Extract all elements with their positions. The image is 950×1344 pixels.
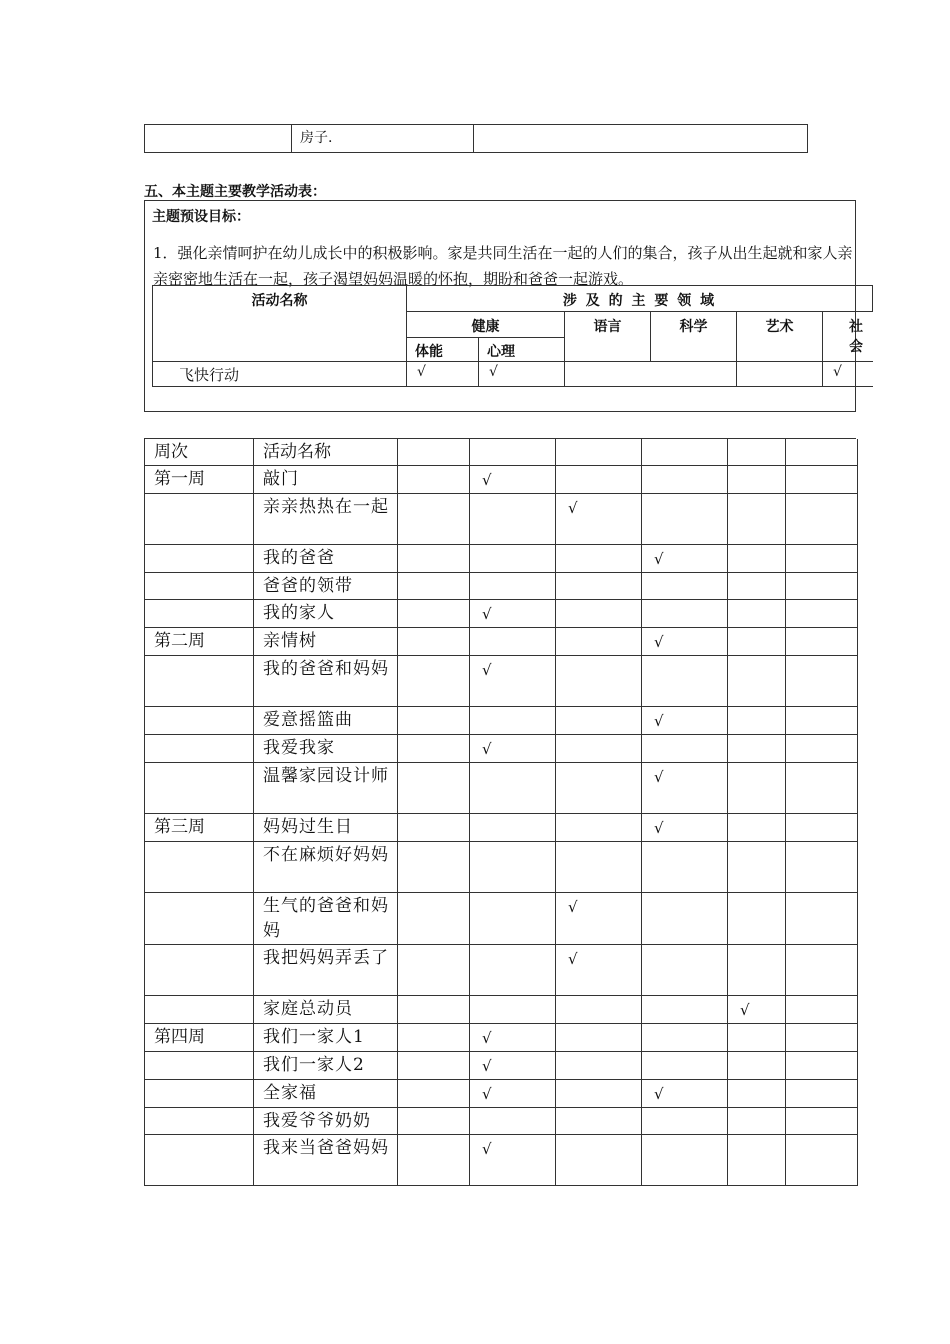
table-cell (556, 1135, 642, 1186)
table-cell (786, 763, 858, 814)
table-row (145, 628, 858, 656)
table-cell (470, 763, 556, 814)
check-mark: √ (470, 656, 556, 707)
week-label: 第二周 (145, 628, 254, 656)
table-cell (474, 125, 808, 153)
table-cell (398, 735, 470, 763)
table-cell (556, 1052, 642, 1080)
week-label (145, 893, 254, 945)
table-cell (556, 628, 642, 656)
table-cell (642, 1024, 728, 1052)
check-mark: √ (407, 362, 479, 387)
science-header: 科学 (651, 312, 737, 362)
table-row (153, 286, 873, 312)
table-row (145, 573, 858, 600)
check-mark: √ (556, 893, 642, 945)
table-cell (398, 1135, 470, 1186)
table-cell (786, 466, 858, 494)
check-mark: √ (470, 735, 556, 763)
table-cell (470, 707, 556, 735)
check-mark: √ (642, 707, 728, 735)
table-cell (642, 494, 728, 545)
week-header: 周次 (145, 439, 254, 466)
table-cell (398, 466, 470, 494)
table-cell (728, 1052, 786, 1080)
table-cell (470, 814, 556, 842)
table-cell (398, 1108, 470, 1135)
table-cell (728, 945, 786, 996)
table-cell (786, 893, 858, 945)
activity-name: 我们一家人2 (254, 1052, 398, 1080)
activity-name: 爱意摇篮曲 (254, 707, 398, 735)
activity-name: 爸爸的领带 (254, 573, 398, 600)
activity-name: 温馨家园设计师 (254, 763, 398, 814)
check-mark: √ (728, 996, 786, 1024)
table-row (145, 945, 858, 996)
table-cell (786, 545, 858, 573)
table-cell (398, 545, 470, 573)
table-cell (728, 494, 786, 545)
table-cell (398, 656, 470, 707)
table-cell (728, 707, 786, 735)
table-cell (786, 1052, 858, 1080)
activity-name: 全家福 (254, 1080, 398, 1108)
check-mark: √ (479, 362, 565, 387)
table-cell (556, 1080, 642, 1108)
week-label (145, 842, 254, 893)
table-row (145, 656, 858, 707)
table-cell (556, 573, 642, 600)
table-cell (556, 707, 642, 735)
table-row (145, 996, 858, 1024)
table-cell (470, 893, 556, 945)
table-row (145, 1108, 858, 1135)
table-cell (398, 707, 470, 735)
week-label (145, 996, 254, 1024)
table-cell (470, 628, 556, 656)
check-mark: √ (470, 1024, 556, 1052)
table-cell (642, 656, 728, 707)
table-cell (398, 842, 470, 893)
table-cell (398, 893, 470, 945)
table-row (145, 763, 858, 814)
table-cell (786, 842, 858, 893)
table-cell (470, 545, 556, 573)
table-cell (556, 842, 642, 893)
activity-header: 活动名称 (254, 439, 398, 466)
physical-header: 体能 (407, 338, 479, 362)
table-cell (642, 842, 728, 893)
weekly-activity-table (144, 438, 858, 1186)
health-header: 健康 (407, 312, 565, 338)
table-cell (398, 1024, 470, 1052)
activity-name: 亲情树 (254, 628, 398, 656)
activity-name: 我的家人 (254, 600, 398, 628)
table-cell (470, 842, 556, 893)
table-cell (398, 628, 470, 656)
table-cell (786, 494, 858, 545)
table-cell (556, 439, 642, 466)
week-label (145, 656, 254, 707)
table-cell (786, 600, 858, 628)
table-cell (786, 439, 858, 466)
table-cell (728, 735, 786, 763)
week-label: 第四周 (145, 1024, 254, 1052)
activity-name: 妈妈过生日 (254, 814, 398, 842)
table-cell (642, 466, 728, 494)
table-cell (728, 439, 786, 466)
table-cell (642, 893, 728, 945)
table-cell (642, 1135, 728, 1186)
check-mark: √ (642, 628, 728, 656)
week-label (145, 763, 254, 814)
table-cell (470, 945, 556, 996)
table-row (145, 1135, 858, 1186)
table-row (145, 842, 858, 893)
activity-name: 敲门 (254, 466, 398, 494)
activity-name: 不在麻烦好妈妈 (254, 842, 398, 893)
table-row (145, 494, 858, 545)
activity-name: 家庭总动员 (254, 996, 398, 1024)
activity-name: 亲亲热热在一起 (254, 494, 398, 545)
domain-table (152, 285, 873, 387)
table-cell (398, 763, 470, 814)
table-cell (556, 1108, 642, 1135)
table-cell (642, 573, 728, 600)
mental-header: 心理 (479, 338, 565, 362)
table-cell (398, 439, 470, 466)
check-mark: √ (470, 1052, 556, 1080)
table-row (145, 893, 858, 945)
table-cell (728, 763, 786, 814)
activity-name: 我的爸爸 (254, 545, 398, 573)
table-cell (470, 494, 556, 545)
week-label (145, 945, 254, 996)
week-label (145, 1080, 254, 1108)
week-label (145, 494, 254, 545)
language-header: 语言 (565, 312, 651, 362)
table-header-row (145, 439, 858, 466)
table-cell (728, 893, 786, 945)
table-cell (737, 362, 823, 387)
check-mark: √ (556, 494, 642, 545)
table-cell (145, 125, 292, 153)
activity-name: 我把妈妈弄丢了 (254, 945, 398, 996)
week-label (145, 707, 254, 735)
week-label (145, 1108, 254, 1135)
table-cell (470, 1108, 556, 1135)
table-cell (556, 545, 642, 573)
table-cell (556, 600, 642, 628)
table-cell (398, 600, 470, 628)
activity-name: 我爱爷爷奶奶 (254, 1108, 398, 1135)
table-cell (398, 814, 470, 842)
week-label (145, 1135, 254, 1186)
art-header: 艺术 (737, 312, 823, 362)
activity-name: 我们一家人1 (254, 1024, 398, 1052)
week-label (145, 573, 254, 600)
table-cell (786, 735, 858, 763)
check-mark: √ (470, 466, 556, 494)
check-mark: √ (642, 545, 728, 573)
table-row (145, 125, 808, 153)
example-activity: 飞快行动 (153, 362, 407, 387)
table-cell (398, 573, 470, 600)
table-cell (728, 545, 786, 573)
activity-name: 我的爸爸和妈妈 (254, 656, 398, 707)
table-cell (642, 1108, 728, 1135)
week-label: 第三周 (145, 814, 254, 842)
society-header: 社会 (823, 312, 873, 362)
check-mark: √ (470, 1080, 556, 1108)
table-row (145, 735, 858, 763)
table-cell (556, 735, 642, 763)
table-cell (728, 466, 786, 494)
table-cell (398, 945, 470, 996)
table-row (145, 707, 858, 735)
week-label: 第一周 (145, 466, 254, 494)
table-cell (728, 600, 786, 628)
table-row (145, 1080, 858, 1108)
table-cell (642, 600, 728, 628)
table-cell (786, 1108, 858, 1135)
table-cell (728, 1024, 786, 1052)
goal-text: 1．强化亲情呵护在幼儿成长中的积极影响。家是共同生活在一起的人们的集合，孩子从出生起就和家人亲亲密密地生活在一起，孩子渴望妈妈温暖的怀抱，期盼和爸爸一起游戏。 (153, 244, 853, 288)
table-cell (786, 996, 858, 1024)
week-label (145, 545, 254, 573)
check-mark: √ (556, 945, 642, 996)
table-cell (398, 1052, 470, 1080)
table-cell (786, 573, 858, 600)
table-row (145, 545, 858, 573)
table-cell (728, 842, 786, 893)
table-cell: 房子. (292, 125, 474, 153)
table-cell (556, 763, 642, 814)
table-cell (556, 656, 642, 707)
table-cell (642, 1052, 728, 1080)
table-cell (556, 466, 642, 494)
table-cell (728, 573, 786, 600)
table-cell (786, 656, 858, 707)
table-row (145, 1052, 858, 1080)
table-row (145, 600, 858, 628)
activity-header: 活动名称 (153, 286, 407, 362)
table-cell (786, 1135, 858, 1186)
week-label (145, 1052, 254, 1080)
table-cell (786, 707, 858, 735)
table-cell (786, 945, 858, 996)
activity-name: 我来当爸爸妈妈 (254, 1135, 398, 1186)
check-mark: √ (470, 600, 556, 628)
table-cell (470, 439, 556, 466)
table-cell (556, 814, 642, 842)
table-cell (398, 494, 470, 545)
table-row (145, 814, 858, 842)
table-cell (398, 1080, 470, 1108)
domains-header: 涉 及 的 主 要 领 域 (407, 286, 873, 312)
table-row (145, 1024, 858, 1052)
table-cell (642, 439, 728, 466)
table-cell (728, 814, 786, 842)
table-cell (556, 1024, 642, 1052)
table-row (145, 466, 858, 494)
table-cell (470, 573, 556, 600)
table-cell (470, 996, 556, 1024)
section-heading: 五、本主题主要教学活动表： (144, 184, 326, 200)
table-cell (642, 945, 728, 996)
table-cell (398, 996, 470, 1024)
table-cell (728, 1080, 786, 1108)
goal-label: 主题预设目标： (152, 209, 250, 225)
table-cell (786, 628, 858, 656)
table-cell (642, 735, 728, 763)
check-mark: √ (642, 763, 728, 814)
table-cell (786, 814, 858, 842)
table-cell (786, 1024, 858, 1052)
week-label (145, 735, 254, 763)
activity-name: 我爱我家 (254, 735, 398, 763)
table-row (153, 362, 873, 387)
previous-table (144, 124, 808, 153)
table-cell (556, 996, 642, 1024)
check-mark: √ (642, 1080, 728, 1108)
table-cell (565, 362, 737, 387)
table-cell (786, 1080, 858, 1108)
table-cell (728, 628, 786, 656)
table-cell (642, 996, 728, 1024)
table-cell (728, 1135, 786, 1186)
table-cell (728, 1108, 786, 1135)
activity-name: 生气的爸爸和妈妈 (254, 893, 398, 945)
check-mark: √ (470, 1135, 556, 1186)
check-mark: √ (823, 362, 873, 387)
check-mark: √ (642, 814, 728, 842)
week-label (145, 600, 254, 628)
table-cell (728, 656, 786, 707)
